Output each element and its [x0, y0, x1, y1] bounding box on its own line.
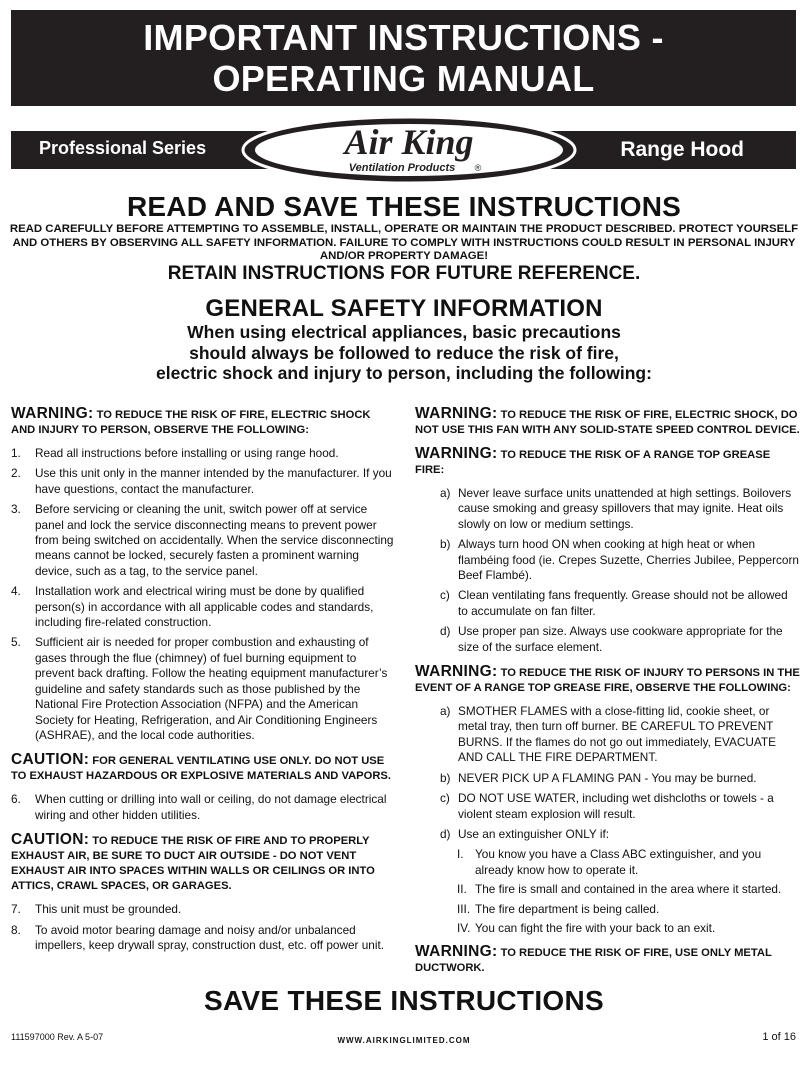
- brand-bar: [11, 122, 796, 174]
- read-save-paragraph: READ CAREFULLY BEFORE ATTEMPTING TO ASSEMBLE, INSTALL, OPERATE OR MAINTAIN THE PRODUCT DESCRIBED. PROTECT YOURSELF AND OTHERS BY OBSERVING ALL SAFETY INFORMATION. FAILURE TO COMPLY WITH INSTRUCTIONS COULD RESULT IN PERSONAL INJURY AND/OR PROPERTY DAMAGE!: [9, 223, 799, 262]
- list-item-number: b): [440, 537, 451, 552]
- list-item: [415, 704, 800, 766]
- website-link[interactable]: WWW.AIRKINGLIMITED.COM: [337, 1036, 471, 1045]
- warning-text: TO REDUCE THE RISK OF A RANGE TOP GREASE FIRE:: [415, 449, 771, 476]
- warning-heading: [415, 446, 800, 478]
- warning-label: WARNING:: [415, 663, 498, 681]
- registered-mark: ®: [474, 163, 482, 173]
- save-instructions-heading: SAVE THESE INSTRUCTIONS: [204, 985, 604, 1016]
- list-item-text: The fire department is being called.: [475, 901, 660, 916]
- title-line-2: OPERATING MANUAL: [212, 58, 595, 99]
- list-item-text: Use this unit only in the manner intended by the manufacturer. If you have questions, contact the manufacturer.: [35, 466, 392, 496]
- list-item: [11, 923, 394, 954]
- list-item: [11, 466, 394, 497]
- warning-text: TO REDUCE THE RISK OF INJURY TO PERSONS IN THE EVENT OF A RANGE TOP GREASE FIRE, OBSERVE THE FOLLOWING:: [415, 667, 800, 695]
- product-label: Range Hood: [620, 138, 744, 161]
- list-item-text: You know you have a Class ABC extinguisher, and you already know how to operate it.: [475, 847, 762, 877]
- warning-heading: [415, 406, 800, 438]
- intro-line: electric shock and injury to person, including the following:: [156, 363, 652, 383]
- list-item-number: d): [440, 624, 451, 639]
- list-item-number: I.: [457, 847, 464, 862]
- warning-heading: [415, 664, 800, 696]
- list-item-text: DO NOT USE WATER, including wet dishcloths or towels - a violent steam explosion will result.: [458, 791, 774, 821]
- caution-label: CAUTION:: [11, 831, 90, 849]
- list-item-number: a): [440, 486, 451, 500]
- list-item: [11, 502, 394, 579]
- list-item-number: IV.: [457, 920, 471, 935]
- retain-notice: RETAIN INSTRUCTIONS FOR FUTURE REFERENCE.: [167, 263, 641, 284]
- title-banner: [11, 10, 796, 106]
- instruction-sublist: [415, 847, 800, 936]
- list-item: [415, 847, 800, 878]
- list-item-text: Use an extinguisher ONLY if:: [458, 826, 610, 841]
- general-safety-heading: GENERAL SAFETY INFORMATION: [205, 295, 603, 322]
- list-item-number: 6.: [11, 792, 21, 807]
- list-item-text: Sufficient air is needed for proper combustion and exhausting of gases through the flue (chimney) of fuel burning equipment to prevent back drafting. Follow the heating equipment manufacturer’s guideline and safety standards such as those published by the National Fire Protection Association (NFPA) and the American Society for Heating, Refrigeration, and Air Conditioning Engineers (ASHRAE), and the local code authorities.: [35, 635, 388, 742]
- list-item: [415, 588, 800, 619]
- caution-heading: [11, 752, 394, 784]
- list-item-number: 4.: [11, 584, 21, 599]
- warning-text: TO REDUCE THE RISK OF FIRE, ELECTRIC SHOCK, DO NOT USE THIS FAN WITH ANY SOLID-STATE SPEED CONTROL DEVICE.: [415, 409, 800, 436]
- instruction-list: [11, 446, 394, 743]
- list-item-text: NEVER PICK UP A FLAMING PAN - You may be burned.: [458, 770, 757, 785]
- list-item-number: c): [440, 791, 450, 806]
- list-item-number: b): [440, 770, 451, 785]
- series-label: Professional Series: [39, 138, 207, 158]
- read-save-heading: READ AND SAVE THESE INSTRUCTIONS: [127, 191, 681, 222]
- instruction-list: [11, 902, 394, 953]
- instruction-list: [415, 486, 800, 655]
- warning-label: WARNING:: [11, 405, 94, 422]
- right-column: [415, 406, 800, 984]
- caution-heading: [11, 832, 394, 894]
- list-item-text: Installation work and electrical wiring must be done by qualified person(s) in accordance with all applicable codes and standards, including fire-related construction.: [35, 584, 374, 630]
- warning-label: WARNING:: [415, 405, 498, 422]
- list-item-text: You can fight the fire with your back to an exit.: [475, 920, 716, 935]
- caution-text: TO REDUCE THE RISK OF FIRE AND TO PROPERLY EXHAUST AIR, BE SURE TO DUCT AIR OUTSIDE - DO NOT VENT EXHAUST AIR INTO SPACES WITHIN WALLS OR CEILINGS OR INTO ATTICS, CRAWL SPACES, OR GARAGES.: [11, 835, 375, 893]
- list-item: [11, 584, 394, 630]
- document-number: 111597000 Rev. A 5-07: [11, 1032, 104, 1042]
- air-king-logo: [240, 114, 578, 186]
- list-item: [11, 792, 394, 823]
- title-line-1: IMPORTANT INSTRUCTIONS -: [143, 17, 664, 58]
- list-item-text: The fire is small and contained in the area where it started.: [475, 882, 782, 897]
- list-item-text: Read all instructions before installing or using range hood.: [35, 446, 339, 460]
- list-item-number: 3.: [11, 502, 21, 517]
- list-item-number: III.: [457, 901, 471, 916]
- list-item-number: 8.: [11, 922, 21, 937]
- list-item-text: To avoid motor bearing damage and noisy and/or unbalanced impellers, keep drywall spray, construction dust, etc. off power unit.: [35, 922, 385, 952]
- list-item-number: c): [440, 588, 450, 603]
- list-item-text: This unit must be grounded.: [35, 902, 182, 917]
- list-item: [11, 446, 394, 461]
- warning-heading: [415, 944, 800, 976]
- list-item: [415, 902, 800, 917]
- list-item: [11, 902, 394, 917]
- warning-text: TO REDUCE THE RISK OF FIRE, ELECTRIC SHOCK AND INJURY TO PERSON, OBSERVE THE FOLLOWING:: [11, 409, 371, 436]
- logo-subtext: Ventilation Products: [348, 162, 456, 174]
- list-item-number: 2.: [11, 466, 21, 481]
- list-item: [415, 537, 800, 583]
- warning-text: TO REDUCE THE RISK OF FIRE, USE ONLY METAL DUCTWORK.: [415, 947, 772, 975]
- caution-text: FOR GENERAL VENTILATING USE ONLY. DO NOT USE TO EXHAUST HAZARDOUS OR EXPLOSIVE MATERIALS AND VAPORS.: [11, 755, 391, 783]
- list-item: [11, 635, 394, 743]
- list-item-number: II.: [457, 882, 467, 897]
- page-number: 1 of 16: [762, 1031, 796, 1043]
- general-safety-intro: [0, 322, 808, 384]
- caution-label: CAUTION:: [11, 751, 90, 769]
- logo-wordmark: Air King: [344, 122, 474, 162]
- instruction-list: [11, 792, 394, 823]
- list-item-number: a): [440, 704, 451, 719]
- list-item-text: Use proper pan size. Always use cookware appropriate for the size of the surface element.: [458, 624, 783, 654]
- list-item: [415, 771, 800, 786]
- intro-line: should always be followed to reduce the risk of fire,: [189, 342, 619, 363]
- list-item-text: When cutting or drilling into wall or ceiling, do not damage electrical wiring and other hidden utilities.: [35, 792, 387, 822]
- list-item-text: Clean ventilating fans frequently. Grease should not be allowed to accumulate on fan filter.: [458, 588, 788, 618]
- list-item-text: Before servicing or cleaning the unit, switch power off at service panel and lock the service disconnecting means to prevent power from being switched on accidentally. When the service disconnecting means cannot be locked, securely fasten a prominent warning device, such as a tag, to the service panel.: [35, 502, 394, 578]
- list-item-number: d): [440, 826, 451, 841]
- list-item: [415, 486, 800, 532]
- list-item: [415, 921, 800, 936]
- list-item-text: Never leave surface units unattended at high settings. Boilovers cause smoking and greasy spillovers that may ignite. Heat oils slowly on low or medium settings.: [458, 486, 792, 531]
- list-item-text: Always turn hood ON when cooking at high heat or when flambéing food (ie. Crepes Suzette, Cherries Jubilee, Peppercorn Beef Flambé).: [458, 537, 799, 583]
- list-item: [415, 827, 800, 842]
- instruction-list: [415, 704, 800, 842]
- list-item-text: SMOTHER FLAMES with a close-fitting lid, cookie sheet, or metal tray, then turn off burner. BE CAREFUL TO PREVENT BURNS. If the flames do not go out immediately, EVACUATE AND CALL THE FIRE DEPARTMENT.: [458, 704, 776, 765]
- warning-label: WARNING:: [415, 445, 498, 462]
- list-item: [415, 791, 800, 822]
- list-item-number: 1.: [11, 446, 21, 460]
- list-item-number: 7.: [11, 902, 21, 917]
- intro-line: When using electrical appliances, basic precautions: [187, 322, 621, 342]
- list-item-number: 5.: [11, 635, 21, 650]
- list-item: [415, 624, 800, 655]
- left-column: [11, 406, 394, 958]
- list-item: [415, 882, 800, 897]
- warning-heading: [11, 406, 394, 438]
- warning-label: WARNING:: [415, 943, 498, 961]
